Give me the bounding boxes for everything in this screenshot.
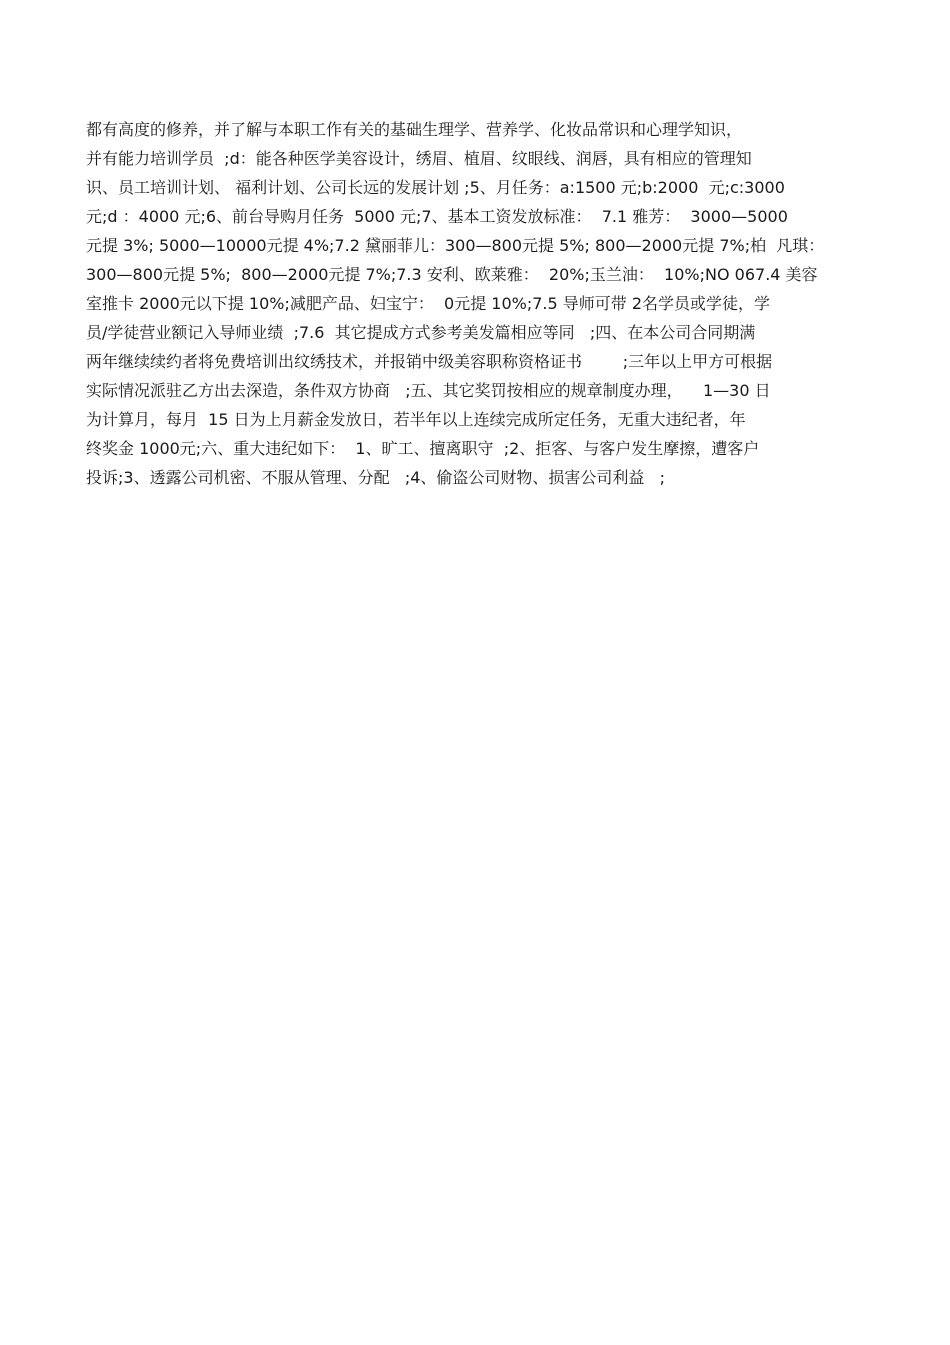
text-line: 终奖金 1000元;六、重大违纪如下： 1、旷工、擅离职守 ;2、拒客、与客户发生摩擦，遭客户 [86, 439, 760, 458]
text-line: 元;d ：4000 元;6、前台导购月任务 5000 元;7、基本工资发放标准： 7.1 雅芳： 3000—5000 [86, 207, 788, 226]
text-line: 都有高度的修养，并了解与本职工作有关的基础生理学、营养学、化妆品常识和心理学知识， [86, 120, 743, 139]
text-line: 并有能力培训学员 ;d：能各种医学美容设计，绣眉、植眉、纹眼线、润唇，具有相应的管理知 [86, 149, 752, 168]
text-line: 为计算月，每月 15 日为上月薪金发放日，若半年以上连续完成所定任务，无重大违纪者，年 [86, 410, 746, 429]
text-line: 元提 3%; 5000—10000元提 4%;7.2 黛丽菲儿：300—800元提 5%; 800—2000元提 7%;柏 凡琪： [86, 236, 825, 255]
text-line: 员/学徒营业额记入导师业绩 ;7.6 其它提成方式参考美发篇相应等同 ;四、在本公司合同期满 [86, 323, 756, 342]
text-line: 实际情况派驻乙方出去深造，条件双方协商 ;五、其它奖罚按相应的规章制度办理， 1—30 日 [86, 381, 771, 400]
text-line: 两年继续续约者将免费培训出纹绣技术，并报销中级美容职称资格证书 ;三年以上甲方可根据 [86, 352, 773, 371]
text-line: 投诉;3、透露公司机密、不服从管理、分配 ;4、偷盗公司财物、损害公司利益 ; [86, 468, 666, 487]
text-line: 室推卡 2000元以下提 10%;减肥产品、妇宝宁： 0元提 10%;7.5 导师可带 2名学员或学徒，学 [86, 294, 771, 313]
text-line: 300—800元提 5%; 800—2000元提 7%;7.3 安利、欧莱雅： 20%;玉兰油： 10%;NO 067.4 美容 [86, 265, 818, 284]
text-line: 识、员工培训计划、 福利计划、公司长远的发展计划 ;5、月任务：a:1500 元;b:2000 元;c:3000 [86, 178, 785, 197]
